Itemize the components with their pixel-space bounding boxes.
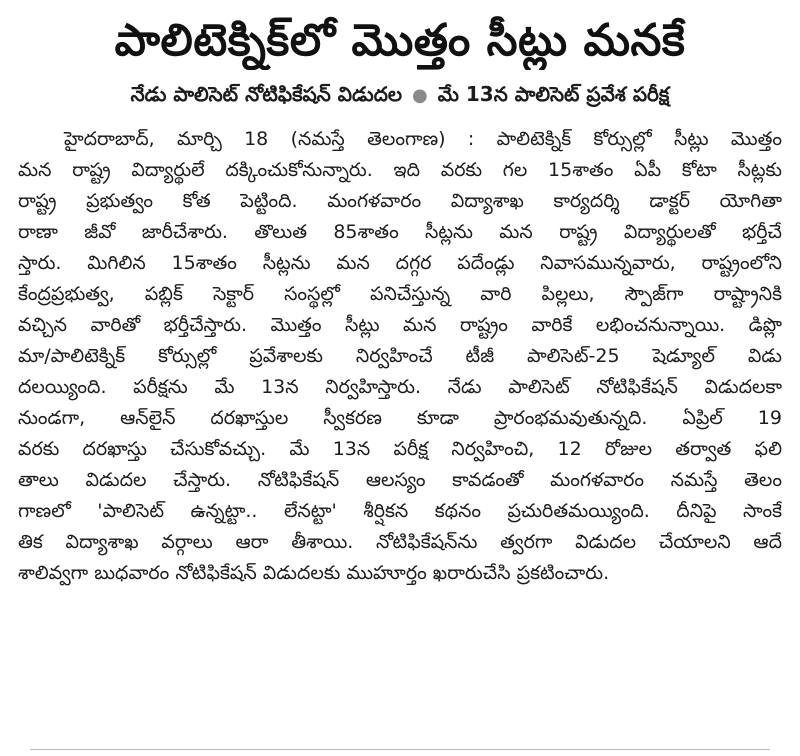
body-line: కేంద్రప్రభుత్వ, పబ్లిక్ సెక్టార్ సంస్థల్లో పనిచేస్తున్న వారి పిల్లలు, స్పౌజ్‌గా రాష్ట్రానికి: [18, 283, 782, 305]
body-line: రాణా జీవో జారీచేశారు. తొలుత 85శాతం సీట్లను మన రాష్ట్ర విద్యార్థులతో భర్తీచే: [18, 221, 782, 243]
body-line: నుండగా, ఆన్‌లైన్ దరఖాస్తుల స్వీకరణ కూడా ప్రారంభమవుతున్నది. ఏప్రిల్ 19: [18, 407, 782, 429]
body-line: శాలివ్వగా బుధవారం నోటిఫికేషన్ విడుదలకు ముహూర్తం ఖరారుచేసి ప్రకటించారు.: [18, 562, 610, 584]
body-line: హైదరాబాద్, మార్చి 18 (నమస్తే తెలంగాణ) : పాలిటెక్నిక్ కోర్సుల్లో సీట్లు మొత్తం: [64, 128, 782, 150]
body-line: తాలు విడుదల చేస్తారు. నోటిఫికేషన్ ఆలస్యం కావడంతో మంగళవారం నమస్తే తెలం: [18, 469, 782, 491]
subhead-left: నేడు పాలిసెట్ నోటిఫికేషన్ విడుదల: [130, 82, 403, 106]
body-line: గాణలో 'పాలిసెట్ ఉన్నట్టా.. లేనట్టా' శీర్షికన కథనం ప్రచురితమయ్యింది. దీనిపై సాంకే: [18, 500, 782, 522]
body-line: మా/పాలిటెక్నిక్ కోర్సుల్లో ప్రవేశాలకు నిర్వహించే టీజీ పాలిసెట్-25 షెడ్యూల్ విడు: [18, 345, 782, 367]
body-line: వచ్చిన వారితో భర్తీచేస్తారు. మొత్తం సీట్లు మన రాష్ట్రం వారికే లభించనున్నాయి. డిప్లొ: [18, 314, 782, 336]
body-line: దలయ్యింది. పరీక్షను మే 13న నిర్వహిస్తారు. నేడు పాలిసెట్ నోటిఫికేషన్ విడుదలకా: [18, 376, 782, 398]
body-line: రాష్ట్ర ప్రభుత్వం కోత పెట్టింది. మంగళవారం విద్యాశాఖ కార్యదర్శి డాక్టర్ యోగితా: [18, 190, 782, 212]
article-body: [18, 124, 782, 589]
body-line: స్తారు. మిగిలిన 15శాతం సీట్లను మన దగ్గర పదేండ్లు నివాసమున్నవారు, రాష్ట్రంలోని: [18, 252, 782, 274]
subheadline: [18, 80, 782, 110]
body-line: మన రాష్ట్ర విద్యార్థులే దక్కించుకోనున్నారు. ఇది వరకు గల 15శాతం ఏపీ కోటా సీట్లకు: [18, 159, 782, 181]
bullet-separator: ●: [412, 85, 428, 106]
headline: పాలిటెక్నిక్‌లో మొత్తం సీట్లు మనకే: [114, 15, 686, 66]
bottom-divider: [30, 749, 770, 750]
subhead-right: మే 13న పాలిసెట్ ప్రవేశ పరీక్ష: [437, 82, 670, 106]
body-line: తిక విద్యాశాఖ వర్గాలు ఆరా తీశాయి. నోటిఫికేషన్‌ను త్వరగా విడుదల చేయాలని ఆదే: [18, 531, 782, 553]
body-line: వరకు దరఖాస్తు చేసుకోవచ్చు. మే 13న పరీక్ష నిర్వహించి, 12 రోజుల తర్వాత ఫలి: [18, 438, 782, 460]
